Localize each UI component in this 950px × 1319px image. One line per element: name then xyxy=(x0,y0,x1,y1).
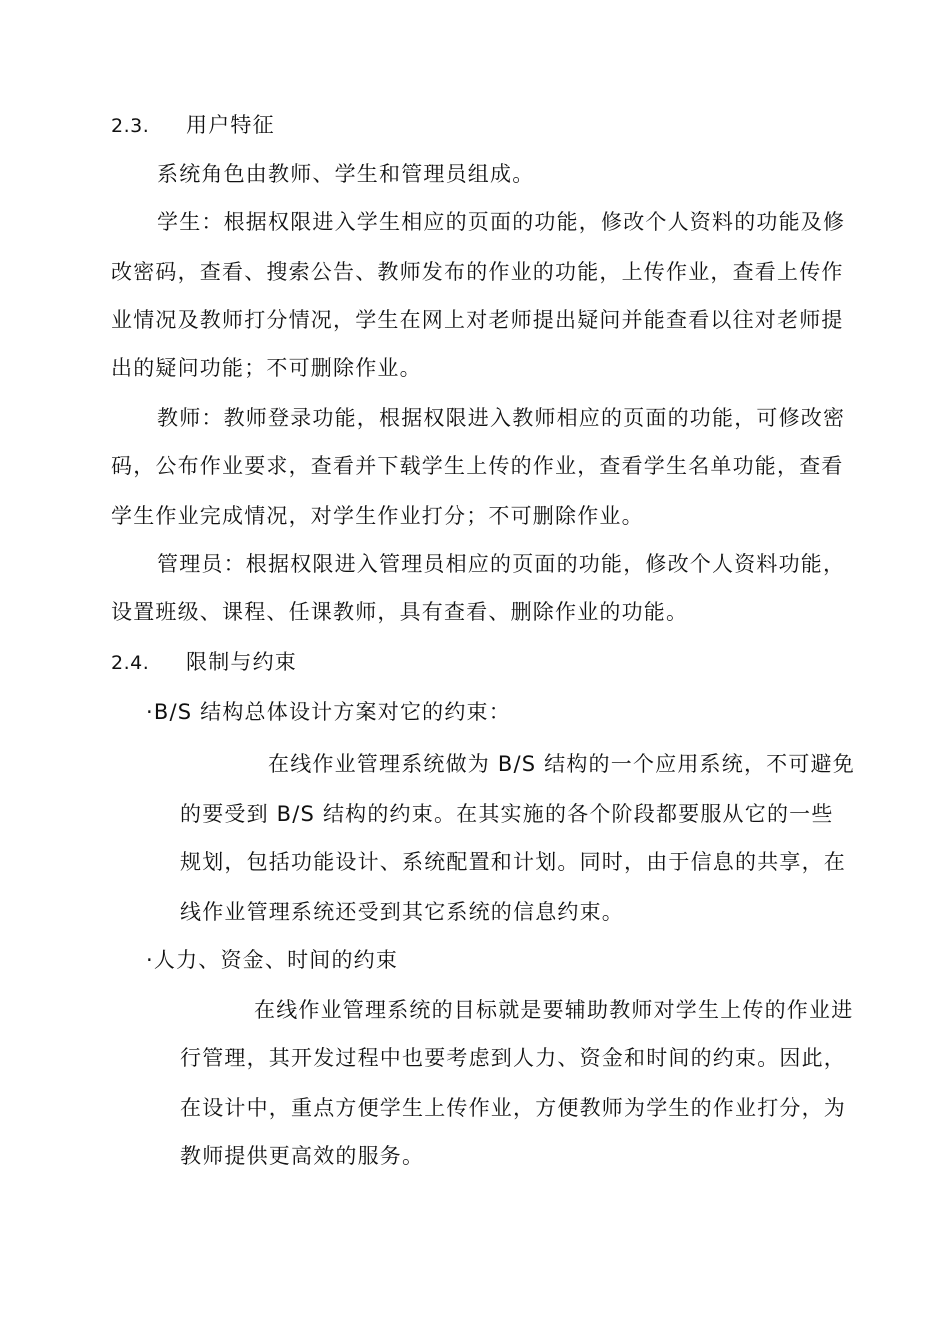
section-number: 2.4. xyxy=(111,652,150,674)
section-title: 用户特征 xyxy=(186,113,275,137)
bullet-title: ·人力、资金、时间的约束 xyxy=(146,948,399,972)
paragraph-line: 的要受到 B/S 结构的约束。在其实施的各个阶段都要服从它的一些 xyxy=(180,802,834,826)
paragraph-line: 学生作业完成情况，对学生作业打分；不可删除作业。 xyxy=(111,504,644,528)
section-number: 2.3. xyxy=(111,115,150,137)
section-title: 限制与约束 xyxy=(186,650,297,674)
paragraph-line: 管理员：根据权限进入管理员相应的页面的功能，修改个人资料功能， xyxy=(157,552,846,576)
paragraph-line: 改密码，查看、搜索公告、教师发布的作业的功能，上传作业，查看上传作 xyxy=(111,260,844,284)
paragraph-line: 线作业管理系统还受到其它系统的信息约束。 xyxy=(180,900,624,924)
paragraph-line: 学生：根据权限进入学生相应的页面的功能，修改个人资料的功能及修 xyxy=(157,210,846,234)
paragraph-line: 出的疑问功能；不可删除作业。 xyxy=(111,356,422,380)
paragraph-line: 在设计中，重点方便学生上传作业，方便教师为学生的作业打分，为 xyxy=(180,1096,846,1120)
paragraph-line: 系统角色由教师、学生和管理员组成。 xyxy=(157,162,535,186)
paragraph-line: 码，公布作业要求，查看并下载学生上传的作业，查看学生名单功能，查看 xyxy=(111,454,844,478)
paragraph-line: 教师提供更高效的服务。 xyxy=(180,1144,425,1168)
paragraph-line: 业情况及教师打分情况，学生在网上对老师提出疑问并能查看以往对老师提 xyxy=(111,308,844,332)
paragraph-line: 教师：教师登录功能，根据权限进入教师相应的页面的功能，可修改密 xyxy=(157,406,846,430)
paragraph-line: 在线作业管理系统的目标就是要辅助教师对学生上传的作业进 xyxy=(254,998,854,1022)
paragraph-line: 行管理，其开发过程中也要考虑到人力、资金和时间的约束。因此， xyxy=(180,1046,846,1070)
bullet-title: ·B/S 结构总体设计方案对它的约束： xyxy=(146,700,511,724)
paragraph-line: 在线作业管理系统做为 B/S 结构的一个应用系统，不可避免 xyxy=(268,752,855,776)
paragraph-line: 规划，包括功能设计、系统配置和计划。同时，由于信息的共享，在 xyxy=(180,850,846,874)
paragraph-line: 设置班级、课程、任课教师，具有查看、删除作业的功能。 xyxy=(111,600,689,624)
